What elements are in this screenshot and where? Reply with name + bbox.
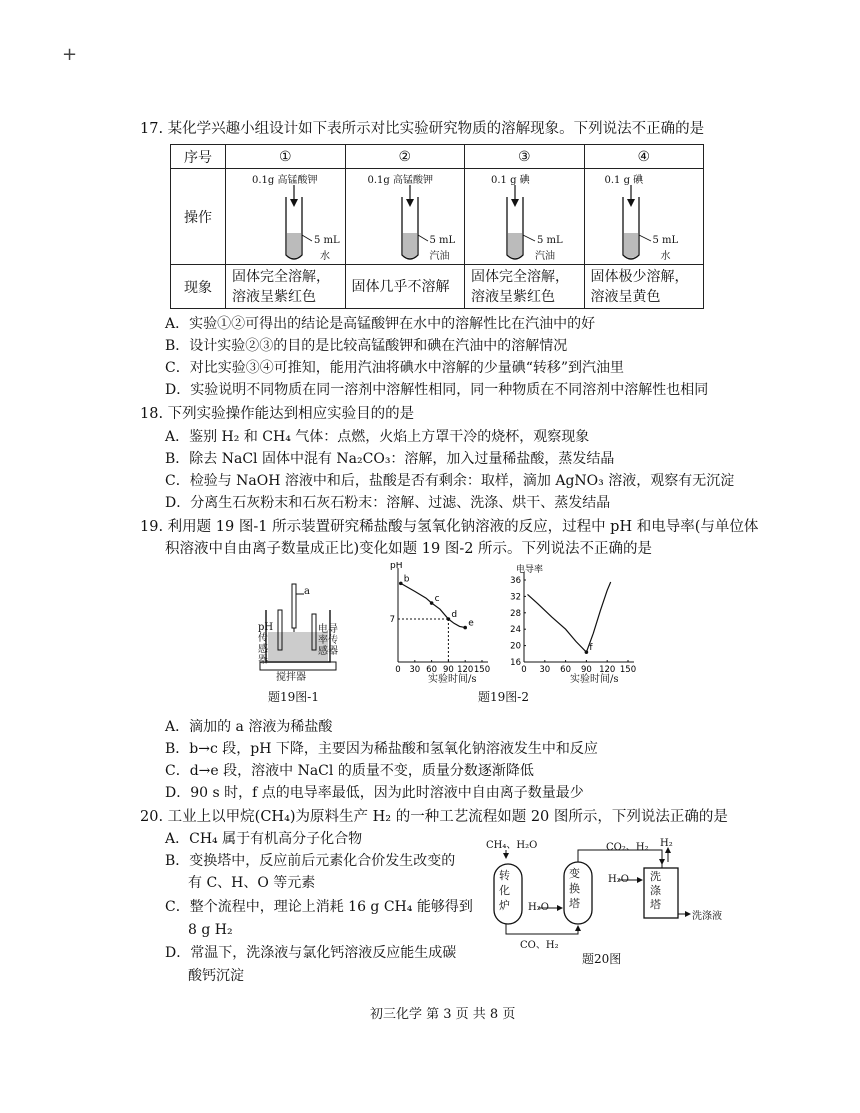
co-h2-label: CO、H₂ xyxy=(520,940,559,951)
x-tick-label: 90 xyxy=(580,665,592,675)
q18-stem: 18. 下列实验操作能达到相应实验目的的是 xyxy=(140,406,415,422)
q20-stem: 20. 工业上以甲烷(CH₄)为原料生产 H₂ 的一种工艺流程如题 20 图所示，下列说法正确的是 xyxy=(140,809,728,825)
q18-option-a[interactable]: A．鉴别 H₂ 和 CH₄ 气体：点燃，火焰上方罩干冷的烧杯，观察现象 xyxy=(165,429,590,445)
q20-option-c[interactable]: C．整个流程中，理论上消耗 16 g CH₄ 能够得到 xyxy=(165,899,473,915)
observation-2: 固体几乎不溶解 xyxy=(345,265,465,309)
reagent-label: 0.1g 高锰酸钾 xyxy=(252,175,318,186)
observation-1: 固体完全溶解， 溶液呈紫红色 xyxy=(226,265,346,309)
reagent-label: 0.1g 高锰酸钾 xyxy=(367,175,433,186)
ec-chart-xlabel: 实验时间/s xyxy=(570,674,619,685)
solvent-amount: 5 mL xyxy=(429,235,456,246)
operation-cell-4 xyxy=(584,169,704,265)
reagent-label: 0.1 g 碘 xyxy=(604,175,644,186)
observation-3: 固体完全溶解， 溶液呈紫红色 xyxy=(465,265,585,309)
x-tick-label: 90 xyxy=(442,665,454,675)
y-tick-label: 20 xyxy=(510,641,521,652)
q19-option-d[interactable]: D．90 s 时，f 点的电导率最低，因为此时溶液中自由离子数量最少 xyxy=(165,785,584,801)
col-num-3: ③ xyxy=(465,145,585,169)
q17-option-c[interactable]: C．对比实验③④可推知，能用汽油将碘水中溶解的少量碘“转移”到汽油里 xyxy=(165,360,625,376)
fig19-1-caption: 题19图-1 xyxy=(268,690,319,704)
y-tick-label: 7 xyxy=(389,615,395,625)
q20-option-a[interactable]: A．CH₄ 属于有机高分子化合物 xyxy=(165,831,363,847)
x-tick-label: 120 xyxy=(599,665,616,675)
data-point-f xyxy=(585,650,589,654)
y-tick-label: 28 xyxy=(510,608,521,619)
y-tick-label: 16 xyxy=(510,658,521,668)
observation-4: 固体极少溶解， 溶液呈黄色 xyxy=(584,265,704,309)
crop-mark: + xyxy=(62,44,78,65)
converter-label: 转 化 炉 xyxy=(499,869,510,912)
ec-sensor-label: 电导 率传 感器 xyxy=(318,624,338,657)
point-label-d: d xyxy=(451,610,458,620)
solvent-amount: 5 mL xyxy=(652,235,679,246)
q19-option-b[interactable]: B．b→c 段，pH 下降，主要因为稀盐酸和氢氧化钠溶液发生中和反应 xyxy=(165,741,598,757)
q20-option-b[interactable]: B．变换塔中，反应前后元素化合价发生改变的 xyxy=(165,853,456,869)
q18-option-b[interactable]: B．除去 NaCl 固体中混有 Na₂CO₃：溶解，加入过量稀盐酸，蒸发结晶 xyxy=(165,451,615,467)
x-tick-label: 150 xyxy=(619,665,637,675)
solvent-name: 水 xyxy=(660,251,671,262)
row-label-phenomenon: 现象 xyxy=(171,265,226,309)
x-tick-label: 30 xyxy=(409,665,421,675)
col-num-4: ④ xyxy=(584,145,704,169)
point-label-c: c xyxy=(434,594,440,605)
point-label-f: f xyxy=(589,643,593,654)
reagent-label: 0.1 g 碘 xyxy=(491,175,530,186)
conductivity-chart xyxy=(504,562,644,682)
solvent-name: 汽油 xyxy=(429,251,450,262)
input-label: CH₄、H₂O xyxy=(486,840,538,851)
row-label-index: 序号 xyxy=(171,145,226,169)
ph-sensor-label: pH 传 感 器 xyxy=(258,622,274,666)
wash-liquid-label: 洗涤液 xyxy=(692,911,722,922)
q18-option-c[interactable]: C．检验与 NaOH 溶液中和后，盐酸是否有剩余：取样，滴加 AgNO₃ 溶液，观察有无沉淀 xyxy=(165,473,735,489)
q18-option-d[interactable]: D．分离生石灰粉末和石灰石粉末：溶解、过滤、洗涤、烘干、蒸发结晶 xyxy=(165,495,611,511)
solvent-amount: 5 mL xyxy=(537,235,563,246)
q19-stem-line2: 积溶液中自由离子数量成正比)变化如题 19 图-2 所示。下列说法不正确的是 xyxy=(165,541,653,557)
row-label-operation: 操作 xyxy=(171,169,226,265)
water-in-label-2: H₂O xyxy=(608,874,629,885)
y-tick-label: 32 xyxy=(510,592,521,603)
data-point-c xyxy=(430,601,434,605)
y-axis-label: 电导率 xyxy=(516,565,544,575)
q17-option-b[interactable]: B．设计实验②③的目的是比较高锰酸钾和碘在汽油中的溶解情况 xyxy=(165,338,568,354)
x-tick-label: 0 xyxy=(395,665,401,675)
col-num-1: ① xyxy=(226,145,346,169)
solvent-name: 水 xyxy=(320,251,330,262)
x-tick-label: 150 xyxy=(473,665,491,675)
col-num-2: ② xyxy=(345,145,465,169)
y-tick-label: 24 xyxy=(510,625,521,636)
x-tick-label: 60 xyxy=(426,665,438,675)
q17-stem: 17. 某化学兴趣小组设计如下表所示对比实验研究物质的溶解现象。下列说法不正确的是 xyxy=(140,121,705,137)
data-point-e xyxy=(463,626,467,630)
shift-tower-label: 变 换 塔 xyxy=(569,867,580,910)
page-footer: 初三化学 第 3 页 共 8 页 xyxy=(370,1007,516,1022)
co2-h2-label: CO₂、H₂ xyxy=(606,842,649,853)
q17-table xyxy=(170,144,704,309)
operation-cell-1 xyxy=(226,169,346,265)
point-label-b: b xyxy=(403,574,410,585)
data-curve xyxy=(401,583,465,627)
data-point-b xyxy=(399,582,403,586)
y-tick-label: 36 xyxy=(510,576,521,586)
point-label-e: e xyxy=(468,618,474,629)
fig19-2-caption: 题19图-2 xyxy=(478,690,529,704)
x-tick-label: 0 xyxy=(521,665,527,675)
fig20-caption: 题20图 xyxy=(582,952,622,966)
q20-option-b-cont: 有 C、H、O 等元素 xyxy=(188,875,316,891)
q17-option-a[interactable]: A．实验①②可得出的结论是高锰酸钾在水中的溶解性比在汽油中的好 xyxy=(165,316,596,332)
x-tick-label: 60 xyxy=(560,665,572,675)
solvent-amount: 5 mL xyxy=(314,235,340,246)
q20-option-d-cont: 酸钙沉淀 xyxy=(188,968,244,984)
ph-chart-xlabel: 实验时间/s xyxy=(428,674,477,685)
wash-tower-label: 洗 涤 塔 xyxy=(650,870,661,911)
label-a: a xyxy=(304,586,310,597)
q20-option-c-cont: 8 g H₂ xyxy=(188,922,233,938)
ph-chart xyxy=(382,562,492,682)
x-tick-label: 30 xyxy=(539,665,551,675)
stirrer-label: 搅拌器 xyxy=(276,672,306,683)
operation-cell-3 xyxy=(465,169,585,265)
q19-stem-line1: 19. 利用题 19 图-1 所示装置研究稀盐酸与氢氧化钠溶液的反应，过程中 pH 和电导率(与单位体 xyxy=(140,519,759,535)
solvent-name: 汽油 xyxy=(535,251,555,262)
q19-option-a[interactable]: A．滴加的 a 溶液为稀盐酸 xyxy=(165,719,333,735)
q17-option-d[interactable]: D．实验说明不同物质在同一溶剂中溶解性相同，同一种物质在不同溶剂中溶解性也相同 xyxy=(165,382,709,398)
q19-option-c[interactable]: C．d→e 段，溶液中 NaCl 的质量不变，质量分数逐渐降低 xyxy=(165,763,534,779)
test-tube-diagram xyxy=(465,169,585,263)
h2-product-label: H₂ xyxy=(660,838,673,849)
water-in-label: H₂O xyxy=(528,902,549,913)
x-tick-label: 120 xyxy=(457,665,474,675)
y-axis-label: pH xyxy=(390,562,403,571)
test-tube-diagram xyxy=(585,169,705,263)
q20-option-d[interactable]: D．常温下，洗涤液与氯化钙溶液反应能生成碳 xyxy=(165,945,457,961)
data-curve xyxy=(528,582,611,652)
operation-cell-2 xyxy=(345,169,465,265)
